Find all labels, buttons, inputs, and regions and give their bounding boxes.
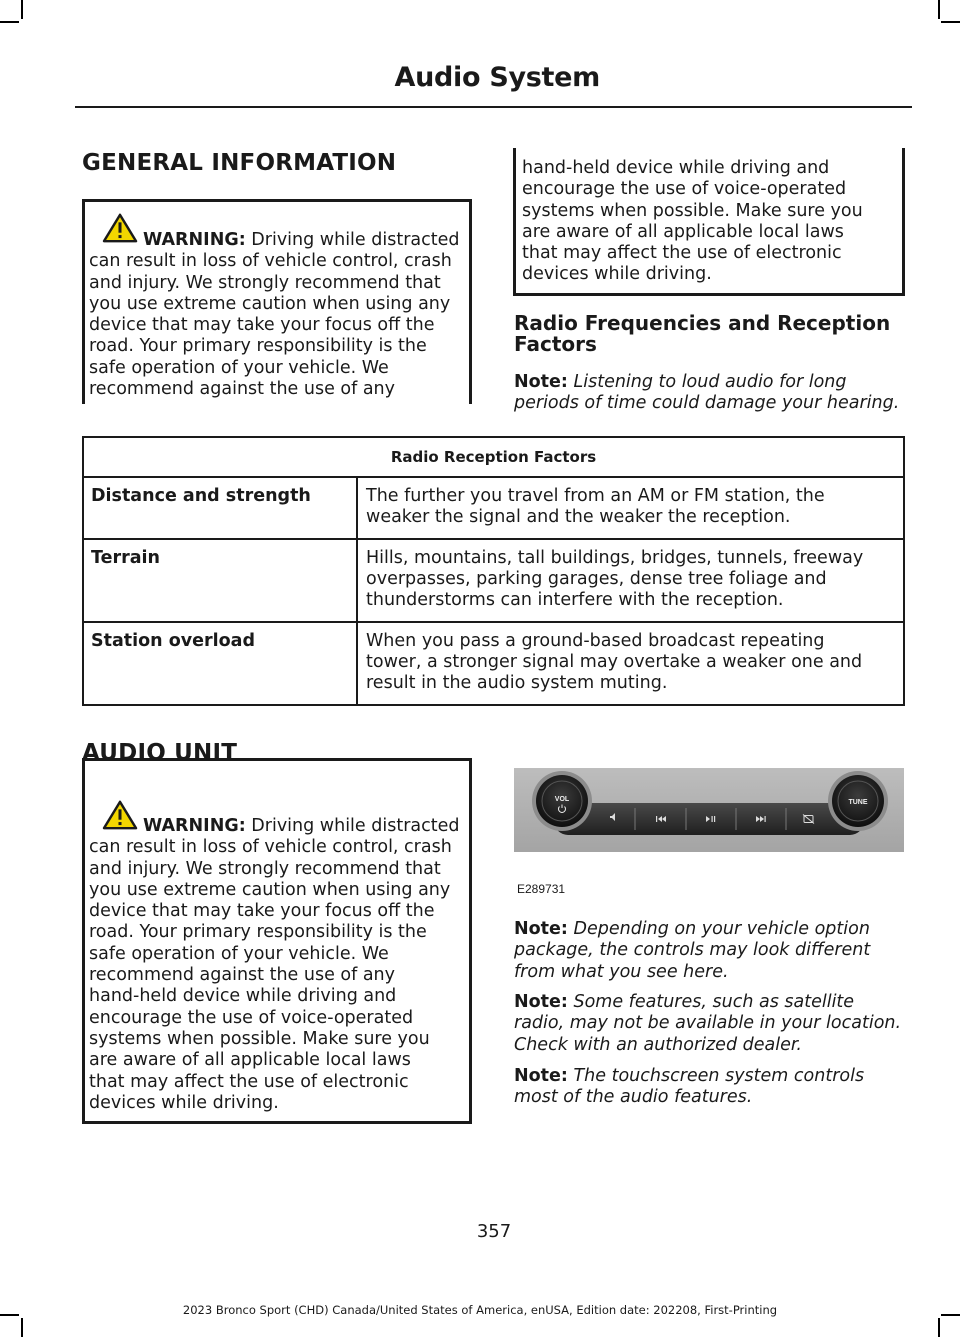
warning-line: you use extreme caution when using any [89,879,451,900]
header-rule [75,106,912,108]
table-caption-row [83,437,904,477]
warning-line: safe operation of your vehicle. We [89,943,389,964]
table-row [83,477,904,539]
warning-line: you use extreme caution when using any [89,293,451,314]
warning-line: that may affect the use of electronic [89,1071,409,1092]
crop-mark [938,1318,940,1337]
warning-text-general-continued [522,158,896,286]
note-touchscreen: Note: The touchscreen system controls most of the audio features. [514,1066,865,1108]
warning-line: device that may take your focus off the [89,901,435,922]
warning-line: can result in loss of vehicle control, crash [89,837,452,858]
tune-label: TUNE [848,799,868,806]
warning-line: systems when possible. Make sure you [522,200,863,221]
warning-label: WARNING: [143,816,246,836]
warning-line: recommend against the use of any [89,379,396,400]
crop-mark [0,21,19,23]
note-label: Note: [514,1066,568,1086]
warning-triangle-icon [101,799,139,831]
note-vehicle-option: Note: Depending on your vehicle option package, the controls may look different from what you see here. [514,919,871,982]
note-label: Note: [514,919,568,939]
warning-line: encourage the use of voice-operated [89,1007,414,1028]
factor-name: Terrain [83,539,357,622]
warning-line: can result in loss of vehicle control, crash [89,251,452,272]
factor-name: Distance and strength [83,477,357,539]
factor-description: When you pass a ground-based broadcast repeating tower, a stronger signal may overtake a weaker one and result in the audio system muting. [357,622,904,705]
warning-line: and injury. We strongly recommend that [89,272,441,293]
note-label: Note: [514,992,568,1012]
warning-text-general [89,230,463,400]
warning-line: device that may take your focus off the [89,315,435,336]
warning-line: road. Your primary responsibility is the [89,922,427,943]
table-row [83,539,904,622]
warning-line: recommend against the use of any [89,965,396,986]
factor-description: Hills, mountains, tall buildings, bridges, tunnels, freeway overpasses, parking garages, dense tree foliage and thunderstorms can interfere with the reception. [357,539,904,622]
crop-mark [21,1318,23,1337]
warning-line: are aware of all applicable local laws [89,1050,411,1071]
warning-line: WARNING: Driving while distracted [143,230,460,250]
warning-box-general [82,199,472,404]
warning-line: systems when possible. Make sure you [89,1028,430,1049]
warning-line: hand-held device while driving and [522,158,830,178]
warning-line: that may affect the use of electronic [522,243,842,264]
page-title: Audio System [394,62,600,93]
warning-line: safe operation of your vehicle. We [89,357,389,378]
warning-box-audio-unit [82,758,472,1124]
table-row [83,622,904,705]
reception-factors-table [82,436,905,706]
warning-box-general-continued [513,148,905,296]
section-heading-general: GENERAL INFORMATION [82,150,397,176]
vol-label: VOL [554,796,570,803]
warning-line: devices while driving. [522,264,712,285]
warning-line: and injury. We strongly recommend that [89,858,441,879]
note-satellite: Note: Some features, such as satellite radio, may not be available in your location. Check with an authorized dealer. [514,992,902,1055]
warning-line: hand-held device while driving and [89,986,397,1007]
warning-line: encourage the use of voice-operated [522,179,847,200]
warning-line: are aware of all applicable local laws [522,221,844,242]
audio-unit-figure [514,768,904,852]
note-label: Note: [514,372,568,392]
note-hearing: Note: Listening to loud audio for long periods of time could damage your hearing. [514,372,900,414]
section-heading-audio-unit: AUDIO UNIT [82,740,238,766]
warning-text-audio-unit [89,816,463,1114]
warning-line: road. Your primary responsibility is the [89,336,427,357]
figure-id: E289731 [517,882,566,896]
crop-mark [21,0,23,19]
factor-description: The further you travel from an AM or FM station, the weaker the signal and the weaker the reception. [357,477,904,539]
crop-mark [941,21,960,23]
factor-name: Station overload [83,622,357,705]
warning-line: devices while driving. [89,1092,279,1113]
warning-label: WARNING: [143,230,246,250]
crop-mark [938,0,940,19]
warning-line: WARNING: Driving while distracted [143,816,460,836]
table-caption: Radio Reception Factors [83,437,904,477]
warning-triangle-icon [101,212,139,244]
page-number: 357 [476,1221,512,1242]
edition-footer: 2023 Bronco Sport (CHD) Canada/United States of America, enUSA, Edition date: 202208, First-Printing [182,1303,778,1317]
sub-heading-radio: Radio Frequencies and Reception Factors [514,311,891,356]
